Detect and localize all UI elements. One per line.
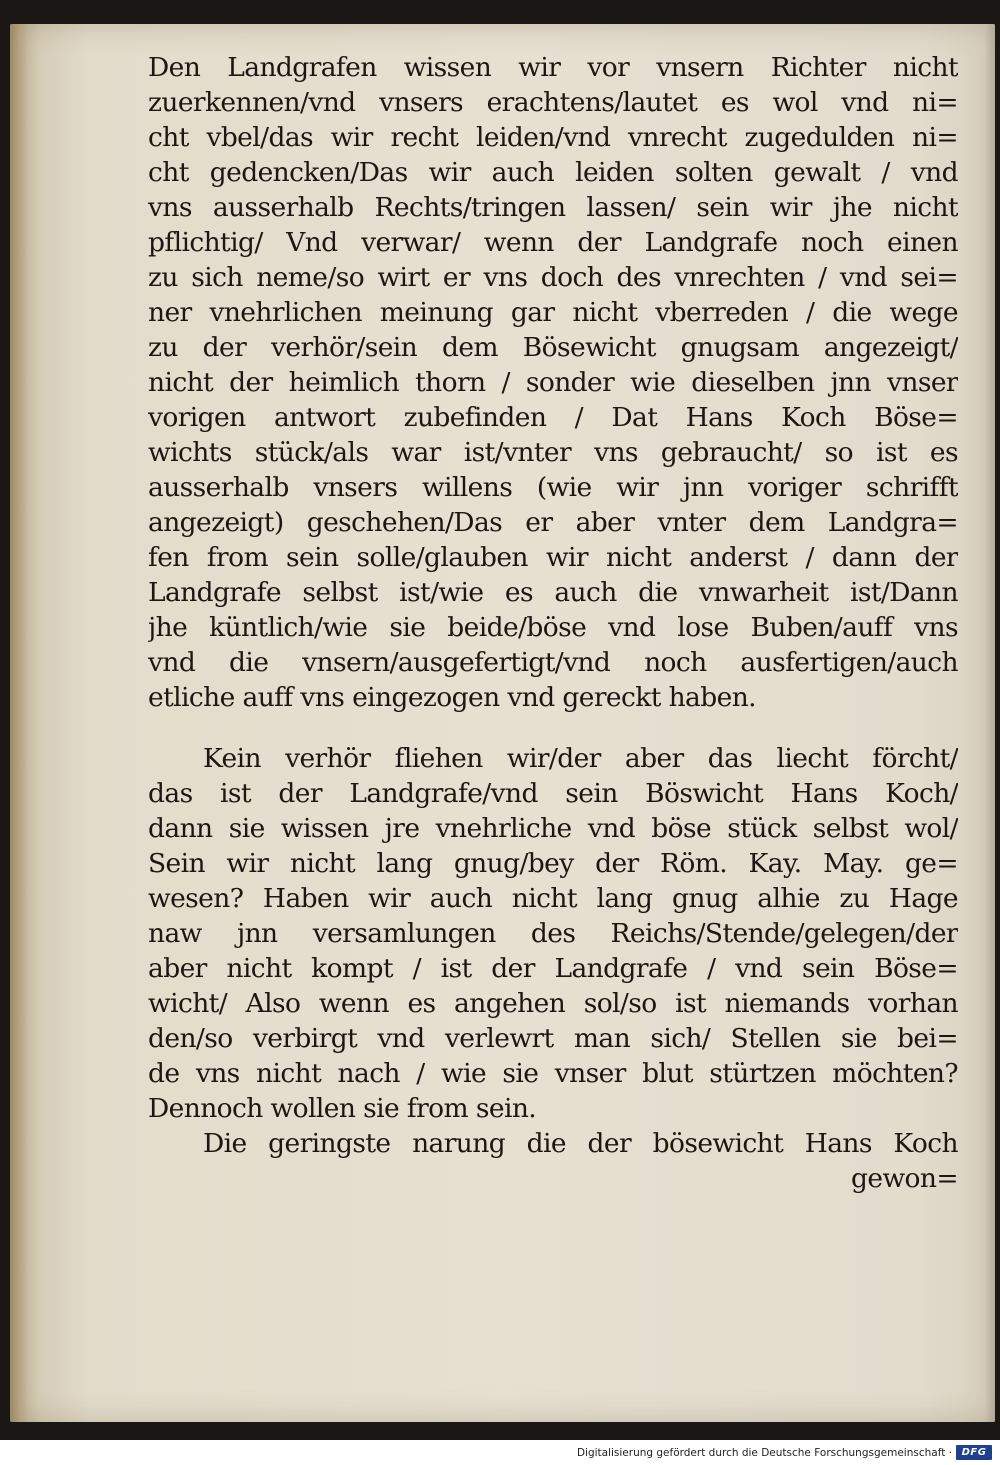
text-line: naw jnn versamlungen des Reichs/Stende/gelegen/der (148, 918, 958, 949)
text-line: Die geringste narung die der bösewicht Hans Koch (203, 1128, 958, 1159)
page-text (148, 50, 958, 1196)
text-line: dann sie wissen jre vnehrliche vnd böse stück selbst wol/ (148, 813, 958, 844)
text-line: aber nicht kompt / ist der Landgrafe / vnd sein Böse= (148, 953, 958, 984)
text-line: cht gedencken/Das wir auch leiden solten gewalt / vnd (148, 157, 958, 188)
footer-bar (0, 1442, 1000, 1465)
text-line: fen from sein solle/glauben wir nicht anderst / dann der (148, 542, 958, 573)
paragraph-2 (148, 741, 958, 1126)
funding-credit: Digitalisierung gefördert durch die Deutsche Forschungsgemeinschaft · (576, 1447, 952, 1459)
text-line: nicht der heimlich thorn / sonder wie dieselben jnn vnser (148, 367, 958, 398)
dfg-logo-icon: DFG (956, 1445, 992, 1460)
text-line: de vns nicht nach / wie sie vnser blut stürtzen möchten? (148, 1058, 958, 1089)
paragraph-spacer (148, 715, 958, 741)
text-line: wesen? Haben wir auch nicht lang gnug alhie zu Hage (148, 883, 958, 914)
text-line: Dennoch wollen sie from sein. (148, 1093, 537, 1124)
text-line: Landgrafe selbst ist/wie es auch die vnwarheit ist/Dann (148, 577, 958, 608)
page-right-edge (985, 24, 995, 1422)
text-line: etliche auff vns eingezogen vnd gereckt haben. (148, 682, 756, 713)
text-line: vorigen antwort zubefinden / Dat Hans Koch Böse= (148, 402, 958, 433)
text-line: jhe küntlich/wie sie beide/böse vnd lose Buben/auff vns (148, 612, 958, 643)
text-line: wicht/ Also wenn es angehen sol/so ist niemands vorhan (148, 988, 958, 1019)
catchword: gewon= (851, 1163, 958, 1194)
page-gutter-shadow (10, 24, 28, 1422)
paragraph-1 (148, 50, 958, 715)
text-line: pflichtig/ Vnd verwar/ wenn der Landgrafe noch einen (148, 227, 958, 258)
text-line: zu der verhör/sein dem Bösewicht gnugsam angezeigt/ (148, 332, 958, 363)
text-line: ausserhalb vnsers willens (wie wir jnn voriger schrifft (148, 472, 958, 503)
text-line: cht vbel/das wir recht leiden/vnd vnrecht zugedulden ni= (148, 122, 958, 153)
text-line: zuerkennen/vnd vnsers erachtens/lautet es wol vnd ni= (148, 87, 958, 118)
text-line: Kein verhör fliehen wir/der aber das liecht förcht/ (203, 743, 958, 774)
text-line: angezeigt) geschehen/Das er aber vnter dem Landgra= (148, 507, 958, 538)
text-line: zu sich neme/so wirt er vns doch des vnrechten / vnd sei= (148, 262, 958, 293)
text-line: ner vnehrlichen meinung gar nicht vberreden / die wege (148, 297, 958, 328)
text-line: vns ausserhalb Rechts/tringen lassen/ sein wir jhe nicht (148, 192, 958, 223)
text-line: Den Landgrafen wissen wir vor vnsern Richter nicht (148, 52, 958, 83)
text-line: Sein wir nicht lang gnug/bey der Röm. Kay. May. ge= (148, 848, 958, 879)
paragraph-3 (148, 1126, 958, 1161)
text-line: den/so verbirgt vnd verlewrt man sich/ Stellen sie bei= (148, 1023, 958, 1054)
text-line: vnd die vnsern/ausgefertigt/vnd noch ausfertigen/auch (148, 647, 958, 678)
text-line: das ist der Landgrafe/vnd sein Böswicht Hans Koch/ (148, 778, 958, 809)
text-line: wichts stück/als war ist/vnter vns gebraucht/ so ist es (148, 437, 958, 468)
